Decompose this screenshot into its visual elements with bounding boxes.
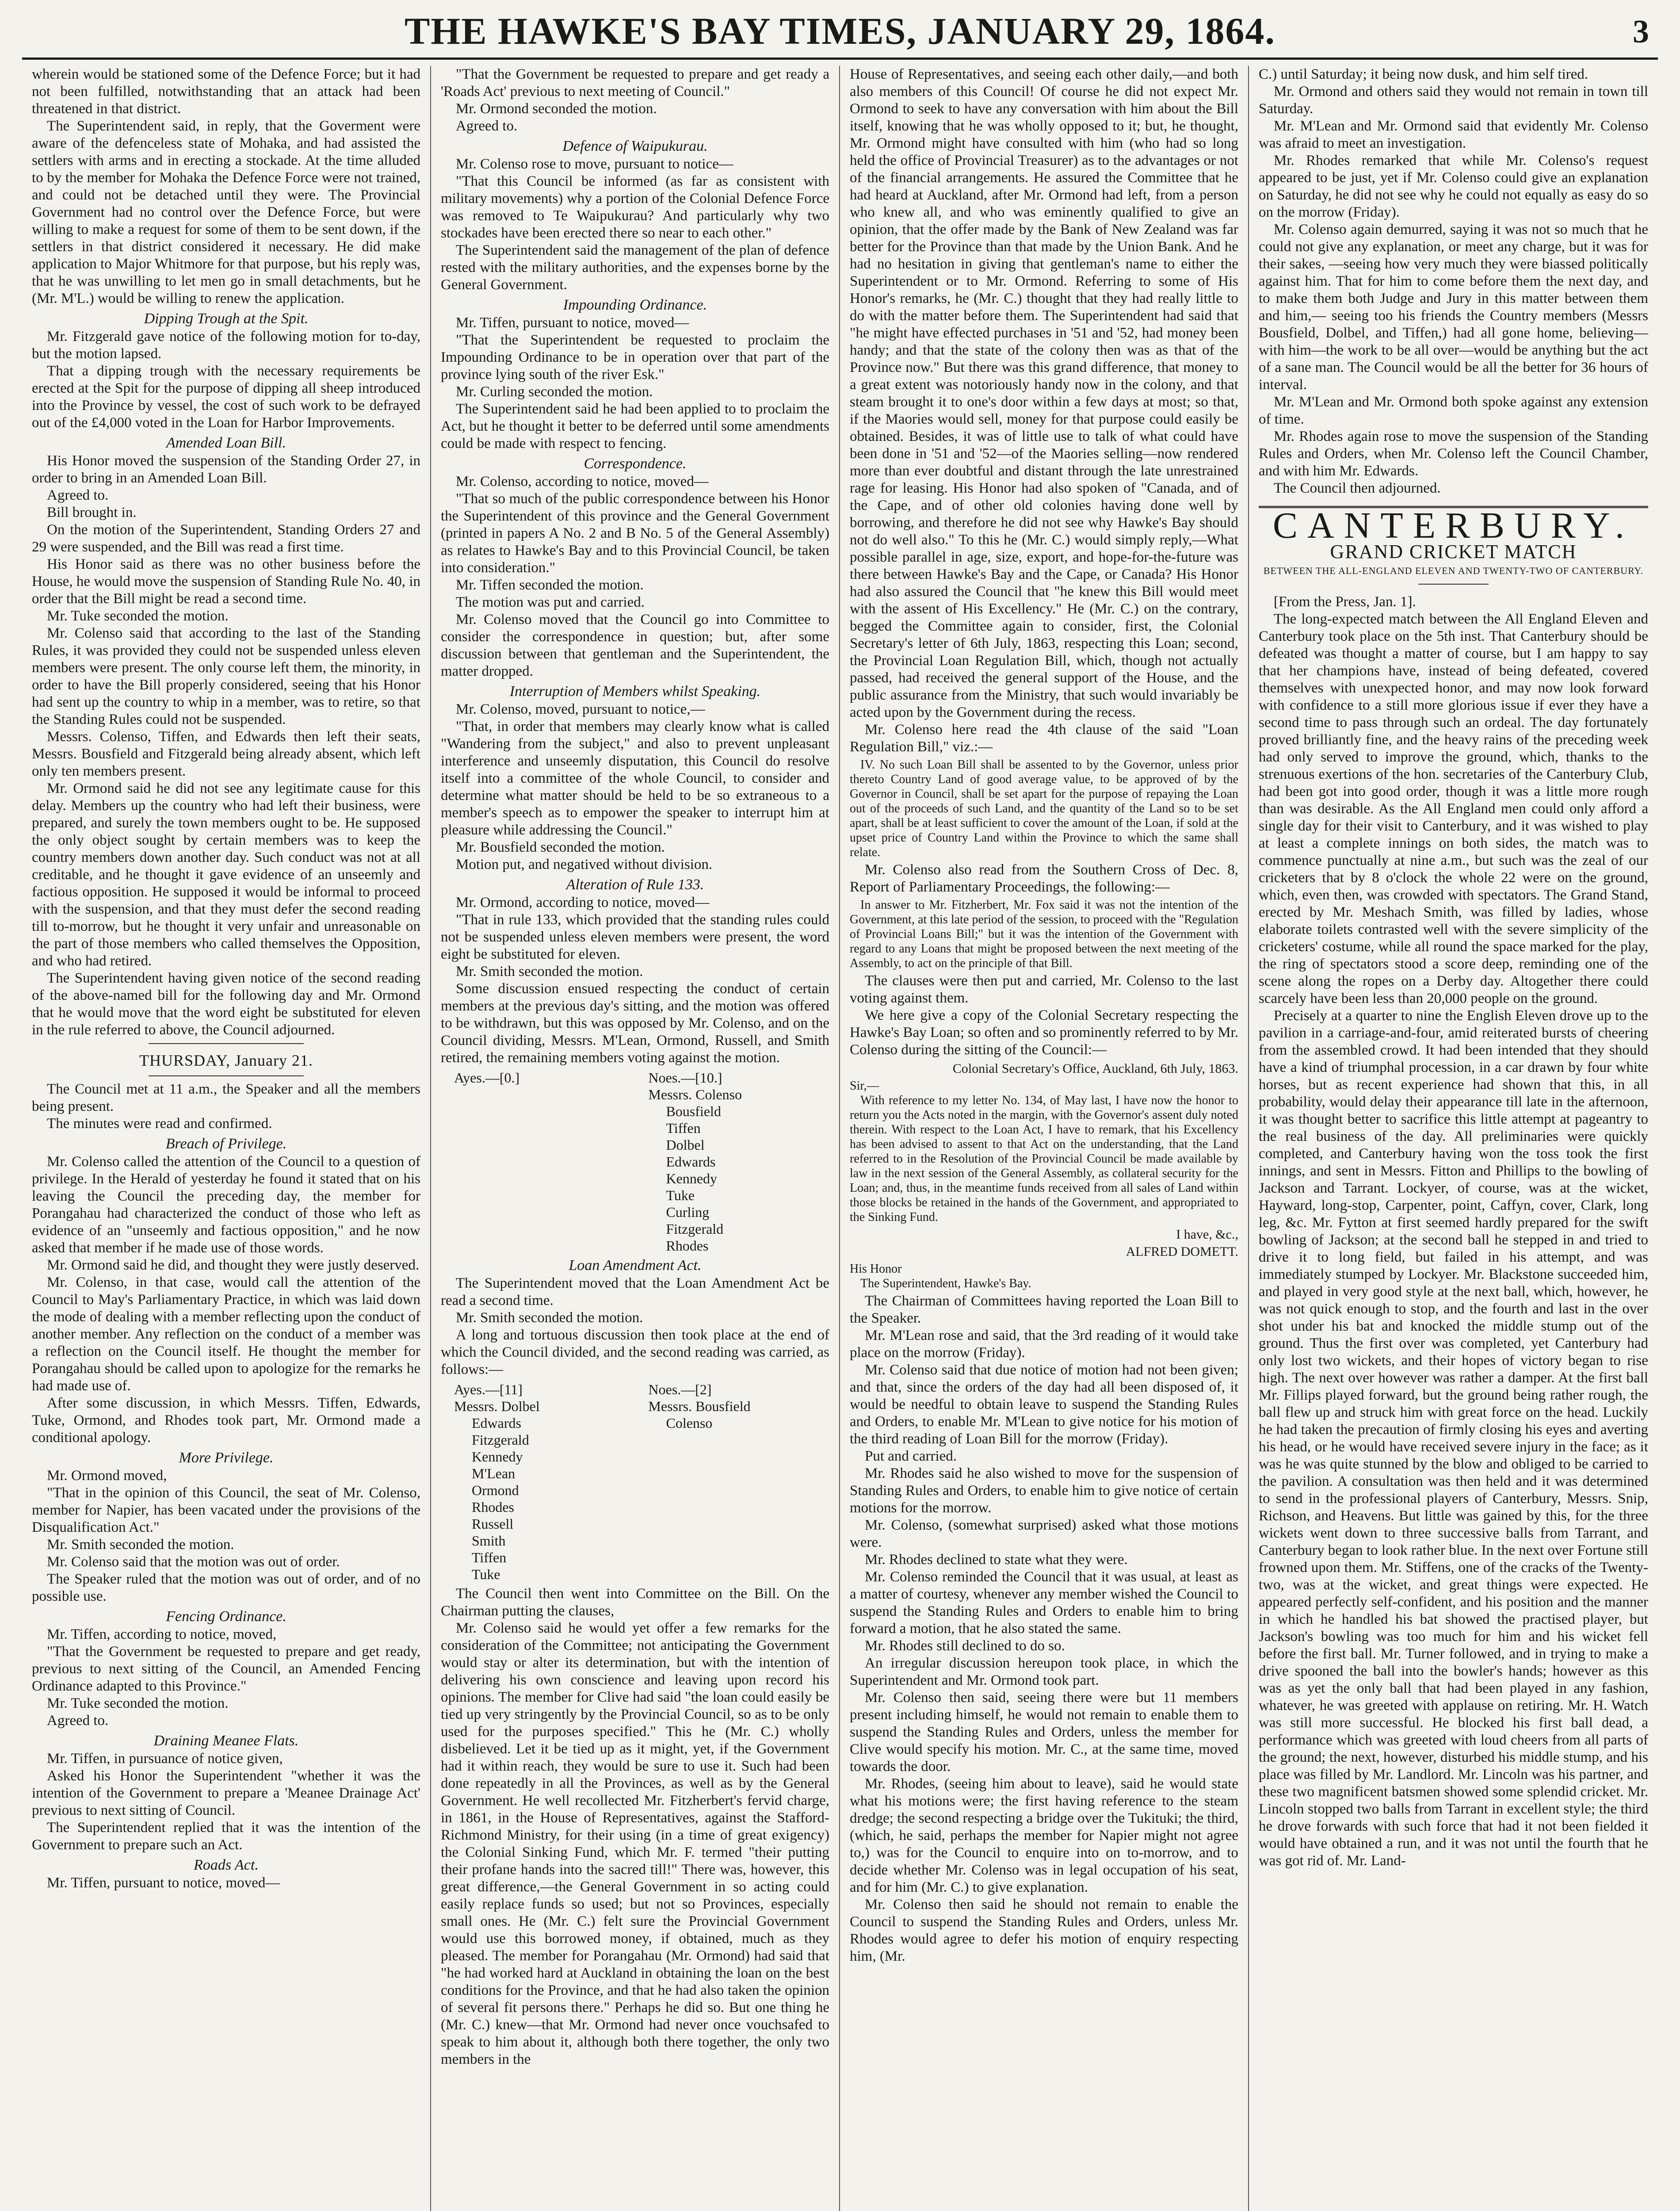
paragraph: Mr. Colenso again demurred, saying it was not so much that he could not give any explanation, or meet any charge, but it was for their sakes, —seeing how very much they were biassed politically against him. That for him to come before them the next day, and to make them both Judge and Jury in this matter between them and him,— seeing too his friends the Country members (Messrs Bousfield, Dolbel, and Tiffen,) had all gone home, believing—with him—the work to be all over—would be anything but the act of a sane man. The Council would be all the better for 36 hours of interval. [1259, 222, 1648, 393]
paragraph: Mr. Tiffen, in pursuance of notice given, [47, 1751, 283, 1767]
paragraph: That a dipping trough with the necessary requirements be erected at the Spit for the purpose of dipping all sheep introduced into the Province by vessel, the cost of such work to be defrayed out of the £4,000 voted in the Loan for Harbor Improvements. [32, 363, 420, 431]
paragraph: Mr. Ormond said he did, and thought they were justly deserved. [47, 1257, 420, 1273]
letter-addressee: The Superintendent, Hawke's Bay. [860, 1277, 1031, 1290]
voter-name: Tiffen [472, 1549, 507, 1565]
paragraph: The Council then adjourned. [1274, 480, 1441, 496]
noes-label: Noes.—[10.] [648, 1070, 722, 1086]
paragraph: Motion put, and negatived without division. [456, 857, 713, 872]
subheading: Draining Meanee Flats. [153, 1733, 299, 1749]
voter-name: Messrs. Dolbel [454, 1398, 540, 1414]
voter-name: Bousfield [666, 1103, 721, 1119]
paragraph: "That the Government be requested to prepare and get ready a 'Roads Act' previous to next meeting of Council." [441, 66, 829, 99]
paragraph: Mr. Colenso moved that the Council go into Committee to consider the correspondence in question; but, after some discussion between that gentleman and the Superintendent, the matter dropped. [441, 612, 829, 679]
paragraph: Mr. Rhodes, (seeing him about to leave), said he would state what his motions were; the first having reference to the steam dredge; the second respecting a bridge over the Tukituki; the third, (which, he said, perhaps the member for Napier might not agree to,) was for the Council to enquire into on to-morrow, and to decide whether Mr. Colenso was in legal occupation of his seat, and for him (Mr. C.) to give explanation. [850, 1776, 1238, 1895]
column-2 [431, 66, 840, 2211]
subheading: Amended Loan Bill. [166, 435, 286, 451]
column-3 [840, 66, 1249, 2211]
voter-name: Rhodes [472, 1499, 514, 1515]
paragraph: Bill brought in. [47, 505, 137, 520]
letter-heading: Colonial Secretary's Office, Auckland, 6th July, 1863. [952, 1061, 1238, 1076]
subheading: Impounding Ordinance. [563, 297, 707, 313]
ayes-column [441, 1381, 635, 1583]
paragraph: Mr. Tiffen seconded the motion. [456, 577, 644, 593]
paragraph: Mr. Tiffen, pursuant to notice, moved— [47, 1875, 280, 1891]
paragraph: The clauses were then put and carried, Mr. Colenso to the last voting against them. [850, 973, 1238, 1006]
paragraph: The Speaker ruled that the motion was out of order, and of no possible use. [32, 1571, 420, 1604]
masthead-title: THE HAWKE'S BAY TIMES, JANUARY 29, 1864. [404, 10, 1276, 52]
paragraph: Some discussion ensued respecting the conduct of certain members at the previous day's sitting, and the motion was offered to be withdrawn, but this was opposed by Mr. Colenso, and on the Council dividing, Messrs. M'Lean, Ormond, Russell, and Smith retired, the remaining members voting against the motion. [441, 981, 829, 1066]
ayes-label: Ayes.—[11] [454, 1381, 523, 1397]
masthead [22, 4, 1658, 60]
paragraph: House of Representatives, and seeing each other daily,—and both also members of this Council! Of course he did not expect Mr. Ormond to seek to have any conversation with him about the Bill itself, knowing that he was wholly opposed to it; but, he thought, Mr. Ormond might have consulted with him (who had so long held the office of Provincial Treasurer) as to the advantages or not of the financial arrangements. He assured the Committee that he had heard at Auckland, after Mr. Ormond had left, from a person who knew all, and who was eminently qualified to give an opinion, that the offer made by the Bank of New Zealand was far better for the Province than that made by the Union Bank. And he had no hesitation in giving that gentleman's name to either the Superintendent or to Mr. Ormond. Referring to some of His Honor's remarks, he (Mr. C.) thought that they had really little to do with the matter before them. The Superintendent had said that "he might have effected purchases in '51 and '52, had money been handy; and that the state of the colony then was as that of the Province now." But there was this grand difference, that money to a great extent was notoriously handy now in the colony, and that steam brought it to one's door within a few days at most; so that, if the Maories would sell, money for that purpose could easily be obtained. Besides, it was of little use to talk of what could have been done in '51 and '52—of the Maories selling—now rendered more than ever doubtful and distant through the late unrestrained rage for leasing. His Honor had also spoken of "Canada, and of the Cape, and of other old colonies having done well by borrowing, and therefore he did not see why Hawke's Bay should not do well also." To this he (Mr. C.) would simply reply,—What possible parallel in age, size, export, and hope-for-the-future was there between Hawke's Bay and the Cape, or Canada? His Honor had also assured the Council that "he knew this Bill would meet with the assent of His Excellency." He (Mr. C.) on the contrary, begged the Committee again to consider, first, the Colonial Secretary's letter of 6th July, 1863, respecting this Loan; second, the Provincial Loan Regulation Bill, which, though not actually passed, had received the general support of the House, and the public assurance from the Ministry, that such would invariably be acted upon by the Government during the recess. [850, 66, 1238, 720]
subheading: Roads Act. [194, 1857, 259, 1873]
section-heading: THURSDAY, January 21. [139, 1052, 313, 1069]
paragraph: The Superintendent moved that the Loan Amendment Act be read a second time. [441, 1275, 829, 1308]
paragraph: The Superintendent replied that it was the intention of the Government to prepare such an Act. [32, 1820, 420, 1853]
paragraph: Mr. Colenso, in that case, would call the attention of the Council to May's Parliamentary Practice, in which was laid down the mode of dealing with a member reflecting upon the conduct of another member. Any reflection on the conduct of a member was a reflection on the Council itself. He thought the member for Porangahau should be called upon to apologize for the remarks he had made use of. [32, 1274, 420, 1394]
paragraph: "That the Government be requested to prepare and get ready, previous to next sitting of the Council, an Amended Fencing Ordinance adapted to this Province." [32, 1644, 420, 1694]
paragraph: Mr. Ormond seconded the motion. [456, 101, 657, 117]
voter-name: Kennedy [666, 1171, 718, 1186]
paragraph: Mr. Tiffen, according to notice, moved, [47, 1626, 277, 1642]
paragraph: Mr. Colenso reminded the Council that it was usual, at least as a matter of courtesy, whenever any member wished the Council to suspend the Standing Rules and Orders to enable him to bring forward a motion, that he also stated the same. [850, 1569, 1238, 1637]
voter-name: Tiffen [666, 1120, 701, 1136]
paragraph: The long-expected match between the All England Eleven and Canterbury took place on the 5th inst. That Canterbury should be defeated was thought a matter of course, but I am happy to say that her champions have, instead of being defeated, covered themselves with unexpected honor, and may now look forward with confidence to a still more glorious issue if ever they have a second time to pass through such an ordeal. The day fortunately proved brilliantly fine, and the heavy rains of the preceding week had only served to improve the ground, which, thanks to the strenuous exertions of the hon. secretaries of the Canterbury Club, had been got into good order, though it was a little more rough than was desirable. As the All England men could only afford a single day for their visit to Canterbury, and it was wished to play at least a complete innings on both sides, the match was to commence punctually at nine a.m., but such was the zeal of our cricketers that by 8 o'clock the whole 22 were on the ground, which, even then, was crowded with spectators. The Grand Stand, erected by Mr. Meshach Smith, was filled by ladies, whose elaborate toilets contrasted well with the severe simplicity of the cricketers' costume, while all round the space marked for the play, the ring of spectators stood a score deep, reminding one of the scene along the ropes on a Derby day. Altogether there could scarcely have been less than 20,000 people on the ground. [1259, 611, 1648, 1006]
divider [1418, 584, 1489, 585]
paragraph: Mr. Colenso, (somewhat surprised) asked what those motions were. [850, 1517, 1238, 1550]
paragraph: The Council then went into Committee on the Bill. On the Chairman putting the clauses, [441, 1586, 829, 1619]
paragraph: Mr. Smith seconded the motion. [456, 1310, 643, 1326]
paragraph: Mr. M'Lean rose and said, that the 3rd reading of it would take place on the morrow (Friday). [850, 1327, 1238, 1361]
paragraph: The Chairman of Committees having reported the Loan Bill to the Speaker. [850, 1293, 1238, 1326]
paragraph: Mr. M'Lean and Mr. Ormond both spoke against any extension of time. [1259, 394, 1648, 427]
paragraph: Mr. Colenso said he would yet offer a few remarks for the consideration of the Committee; not anticipating the Government would stay or alter its determination, but with the intention of delivering his own conscience and leaving upon record his opinions. The member for Clive had said "the loan could easily be tied up very stringently by the Provincial Council, so as to be only used for the purposes specified." This he (Mr. C.) wholly disbelieved. Let it be tied up as it might, yet, if the Government had it within reach, they would be sure to use it. Such had been done repeatedly in all the Provinces, as well as by the General Government. He well recollected Mr. Fitzherbert's fervid charge, in 1861, in the House of Representatives, against the Stafford-Richmond Ministry, for their using (in a time of great exigency) the Colonial Sinking Fund, which Mr. F. termed "their putting their profane hands into the sacred till!" There was, however, this great difference,—the General Government in so acting could easily replace funds so used; but not so Provinces, especially small ones. He (Mr. C.) felt sure the Provincial Government would use this borrowed money, if obtained, much as they pleased. The member for Porangahau (Mr. Ormond) had said that "he had worked hard at Auckland in obtaining the loan on the best conditions for the Province, and that he had also taken the opinion of several fit persons there." Perhaps he did so. But one thing he (Mr. C.) knew—that Mr. Ormond had never once vouchsafed to speak to him about it, although both there together, the only two members in the [441, 1620, 829, 2067]
voter-name: Fitzgerald [472, 1432, 529, 1448]
subheading: Breach of Privilege. [165, 1136, 287, 1152]
paragraph: The motion was put and carried. [456, 594, 645, 610]
paragraph: An irregular discussion hereupon took place, in which the Superintendent and Mr. Ormond took part. [850, 1655, 1238, 1688]
paragraph: After some discussion, in which Messrs. Tiffen, Edwards, Tuke, Ormond, and Rhodes took part, Mr. Ormond made a conditional apology. [32, 1395, 420, 1446]
paragraph: Mr. Fitzgerald gave notice of the following motion for to-day, but the motion lapsed. [32, 329, 420, 362]
paragraph: Mr. Rhodes remarked that while Mr. Colenso's request appeared to be just, yet if Mr. Colenso could give an explanation on Saturday, he did not see why he could not equally as easy do so on the morrow (Friday). [1259, 153, 1648, 220]
subheading: Correspondence. [584, 455, 687, 472]
page-number: 3 [1633, 14, 1649, 50]
voter-name: Edwards [472, 1415, 521, 1431]
paragraph: "That in the opinion of this Council, the seat of Mr. Colenso, member for Napier, has been vacated under the provisions of the Disqualification Act." [32, 1485, 420, 1535]
paragraph: Mr. Rhodes declined to state what they were. [865, 1552, 1128, 1568]
paragraph: Mr. Colenso said that the motion was out of order. [47, 1554, 340, 1570]
paragraph: We here give a copy of the Colonial Secretary respecting the Hawke's Bay Loan; so often and so prominently referred to by Mr. Colenso during the sitting of the Council:— [850, 1007, 1238, 1058]
paragraph: C.) until Saturday; it being now dusk, and him self tired. [1259, 66, 1588, 82]
letter-signature: ALFRED DOMETT. [1126, 1244, 1238, 1259]
voter-name: Curling [666, 1204, 710, 1220]
subheading: Loan Amendment Act. [569, 1257, 702, 1274]
noes-column [635, 1069, 830, 1254]
paragraph: Asked his Honor the Superintendent "whether it was the intention of the Government to prepare a 'Meanee Drainage Act' previous to next sitting of Council. [32, 1768, 420, 1818]
paragraph: Mr. Tiffen, pursuant to notice, moved— [456, 315, 689, 331]
paragraph: Agreed to. [456, 118, 518, 134]
source-line: [From the Press, Jan. 1]. [1274, 594, 1416, 610]
paragraph: Mr. Rhodes again rose to move the suspension of the Standing Rules and Orders, when Mr. Colenso left the Council Chamber, and with him Mr. Edwards. [1259, 428, 1648, 479]
column-4 [1249, 66, 1658, 2211]
voter-name: Colenso [666, 1415, 713, 1431]
paragraph: Mr. Colenso rose to move, pursuant to notice— [456, 156, 733, 172]
divider [149, 1075, 304, 1076]
paragraph: Mr. Colenso also read from the Southern Cross of Dec. 8, Report of Parliamentary Proceedings, the following:— [850, 862, 1238, 895]
letter-addressee: His Honor [850, 1262, 902, 1276]
paragraph: The Superintendent having given notice of the second reading of the above-named bill for the following day and Mr. Ormond that he would move that the word eight be substituted for eleven in the rule referred to above, the Council adjourned. [32, 970, 420, 1038]
paragraph: Precisely at a quarter to nine the English Eleven drove up to the pavilion in a carriage-and-four, amid reiterated bursts of cheering from the assembled crowd. It had been intended that they should have a kind of triumphal procession, in a car drawn by four white horses, but as recent experience had shown that this, in all probability, would delay their appearance till late in the afternoon, it was thought better to sacrifice this little attempt at pageantry to the real business of the day. All preliminaries were quickly completed, and Canterbury having won the toss took the first innings, and sent in Messrs. Fitton and Phillips to the bowling of Jackson and Tarrant. Lockyer, of course, was at the wicket, Hayward, long-stop, Carpenter, point, Caffyn, cover, Clark, long leg, &c. Mr. Fytton at first seemed hardly prepared for the swift bowling of Jackson; at the second ball he stepped in and tried to drive it to long field, but failed in his attempt, and was immediately stumped by Lockyer. Mr. Blackstone succeeded him, and played in very good style at the next ball, which, however, he was not quick enough to stop, and the fourth and last in the over shot under his bat and knocked the middle stump out of the ground. Thus the first over was completed, yet Canterbury had only lost two wickets, and their hopes of victory began to rise high. The next over however was rather a damper. At the first ball Mr. Fillips played forward, but the ground being rather rough, the ball flew up and struck him with great force on the head. Luckily he had taken the precaution of firmly closing his eyes and averting his head, or he would have received severe injury in the face; as it was he was quite stunned by the blow and obliged to be carried to the pavilion. A consultation was then held and it was determined to send in the professional players of Canterbury, Messrs. Snip, Richson, and Heavens. But little was gained by this, for the three wickets went down to three successive balls from Tarrant, and Canterbury began to look rather blue. In the next over Fortune still frowned upon them. Mr. Stiffens, one of the cracks of the Twenty-two, was at the wicket, and great things were expected. He appeared perfectly self-confident, and his position and the manner in which he handled his bat showed the practised player, but Jackson's bowling was too much for him and his wicket fell before the first ball. Mr. Turner followed, and in trying to make a drive spooned the ball into the bowler's hands; however as this was as yet the only ball that had been played in any fashion, whatever, he was greeted with applause on retiring. Mr. H. Watch was still more successful. He blocked his first ball dead, a performance which was greeted with loud cheers from all parts of the ground; the next, however, disturbed his middle stump, and his place was filled by Mr. Landlord. Mr. Lincoln was his partner, and these two magnificent batsmen showed some splendid cricket. Mr. Lincoln stopped two balls from Tarrant in excellent style; the third he drove forwards with such force that had it not been fielded it would have obtained a run, and it was not until the fourth that he was got rid of. Mr. Land- [1259, 1008, 1648, 1869]
letter [850, 1061, 1238, 1291]
paragraph: His Honor said as there was no other business before the House, he would move the suspension of Standing Rule No. 40, in order that the Bill might be read a second time. [32, 556, 420, 607]
ayes-label: Ayes.—[0.] [454, 1070, 520, 1086]
paragraph: Mr. Colenso said that due notice of motion had not been given; and that, since the orders of the day had all been disposed of, it would be needful to obtain leave to suspend the Standing Rules and Orders, to enable Mr. M'Lean to give notice for his motion of the third reading of Loan Bill for the morrow (Friday). [850, 1362, 1238, 1447]
paragraph: The minutes were read and confirmed. [47, 1116, 272, 1132]
paragraph: Mr. M'Lean and Mr. Ormond said that evidently Mr. Colenso was afraid to meet an investigation. [1259, 118, 1648, 151]
divider [149, 1043, 304, 1044]
voter-name: Kennedy [472, 1449, 523, 1465]
paragraph: Mr. Ormond said he did not see any legitimate cause for this delay. Members up the country who had left their business, were prepared, and surely the town members ought to be. He supposed the only object sought by certain members was to keep the country members down another day. Such conduct was not at all creditable, and he thought it gave evidence of an unseemly and factious opposition. He supposed it would be informal to proceed with the suspension, and that they must defer the second reading till to-morrow, but he thought it very unfair and unreasonable on the part of those members who called themselves the Opposition, and who had retired. [32, 780, 420, 969]
paragraph: Mr. Colenso then said he should not remain to enable the Council to suspend the Standing Rules and Orders, unless Mr. Rhodes would agree to defer his motion of enquiry respecting him, (Mr. [850, 1897, 1238, 1964]
quote-text: IV. No such Loan Bill shall be assented to by the Governor, unless prior thereto Country Land of good average value, to be approved of by the Governor in Council, shall be set apart for the purpose of repaying the Loan out of the proceeds of such Land, and the quantity of the Land so to be set apart, shall be at least sufficient to cover the amount of the Loan, if sold at the upset price of Country Land within the Province to which the same shall relate. [850, 758, 1238, 859]
paragraph: Mr. Ormond and others said they would not remain in town till Saturday. [1259, 84, 1648, 117]
voter-name: Messrs. Colenso [648, 1086, 742, 1102]
noes-column [635, 1381, 830, 1583]
subheading: Alteration of Rule 133. [566, 876, 704, 893]
paragraph: A long and tortuous discussion then took place at the end of which the Council divided, and the second reading was carried, as follows:— [441, 1327, 829, 1377]
paragraph: Mr. Rhodes still declined to do so. [865, 1638, 1065, 1654]
division-list-2 [441, 1381, 829, 1583]
subheading: More Privilege. [179, 1450, 274, 1466]
letter-close: I have, &c., [1176, 1227, 1238, 1242]
quote-text: In answer to Mr. Fitzherbert, Mr. Fox said it was not the intention of the Government, at this late period of the session, to proceed with the "Regulation of Provincial Loans Bill;" but it was the intention of the Government with regard to any Loans that might be proposed between the next meeting of the Assembly, to act on the principle of that Bill. [850, 898, 1238, 970]
paragraph: "That this Council be informed (as far as consistent with military movements) why a portion of the Colonial Defence Force was removed to Te Waipukurau? And particularly why two stockades have been erected there so near to each other." [441, 173, 829, 241]
paragraph: Mr. Ormond moved, [47, 1468, 167, 1484]
paragraph: Mr. Bousfield seconded the motion. [456, 839, 665, 855]
columns [22, 66, 1658, 2211]
paragraph: Mr. Tuke seconded the motion. [47, 1695, 229, 1711]
paragraph: "That, in order that members may clearly know what is called "Wandering from the subject," and also to prevent unpleasant interference and unseemly disputation, this Council do resolve itself into a committee of the whole Council, to consider and determine what matter should be held to be so extraneous to a member's speech as to empower the speaker to interrupt him at pleasure while addressing the Council." [441, 719, 829, 838]
column-1 [22, 66, 431, 2211]
subheading: Fencing Ordinance. [166, 1608, 286, 1625]
voter-name: Ormond [472, 1482, 519, 1498]
paragraph: Mr. Ormond, according to notice, moved— [456, 895, 710, 910]
paragraph: Mr. Colenso said that according to the last of the Standing Rules, it was provided they could not be suspended unless eleven members were present. The only course left them, the minority, in order to have the Bill properly considered, seeing that his Honor had sent up the country to whip in a member, was to retire, so that the Standing Rules could not be suspended. [32, 625, 420, 727]
paragraph: "That so much of the public correspondence between his Honor the Superintendent of this province and the General Government (printed in papers A No. 2 and B No. 5 of the General Assembly) as relates to Hawke's Bay and to this Provincial Council, be taken into consideration." [441, 491, 829, 576]
voter-name: Rhodes [666, 1238, 709, 1254]
paragraph: Mr. Curling seconded the motion. [456, 384, 653, 400]
paragraph: Mr. Colenso here read the 4th clause of the said "Loan Regulation Bill," viz.:— [850, 722, 1238, 755]
paragraph: Mr. Colenso, according to notice, moved— [456, 474, 709, 490]
paragraph: The Superintendent said he had been applied to to proclaim the Act, but he thought it better to be deferred until some amendments could be made with respect to fencing. [441, 401, 829, 451]
letter-body: With reference to my letter No. 134, of May last, I have now the honor to return you the Acts noted in the margin, with the Governor's assent duly noted therein. With respect to the Loan Act, I have to remark, that his Excellency has been advised to assent to that Act on the understanding, that the Land referred to in the Resolution of the Provincial Council be made available by law in the next session of the General Assembly, as collateral security for the Loan; and, thus, in the meantime funds received from all sales of Land within those blocks be retained in the hands of the Government, and appropriated to the Sinking Fund. [850, 1094, 1238, 1224]
paragraph: Mr. Colenso, moved, pursuant to notice,— [456, 701, 705, 717]
paragraph: "That in rule 133, which provided that the standing rules could not be suspended unless eleven members were present, the word eight be substituted for eleven. [441, 912, 829, 962]
paragraph: Agreed to. [47, 1713, 109, 1729]
ayes-column [441, 1069, 635, 1254]
paragraph: Mr. Colenso then said, seeing there were but 11 members present including himself, he would not remain to enable them to suspend the Standing Rules and Orders, unless the member for Clive would specify his motion. Mr. C., at the same time, moved towards the door. [850, 1690, 1238, 1775]
paragraph: Mr. Rhodes said he also wished to move for the suspension of Standing Rules and Orders, to enable him to give notice of certain motions for the morrow. [850, 1465, 1238, 1516]
paragraph: Messrs. Colenso, Tiffen, and Edwards then left their seats, Messrs. Bousfield and Fitzgerald being already absent, which left only ten members present. [32, 729, 420, 779]
subheading: Dipping Trough at the Spit. [144, 310, 309, 327]
paragraph: "That the Superintendent be requested to proclaim the Impounding Ordinance to be in operation over that part of the province lying south of the river Esk." [441, 332, 829, 383]
paragraph: Agreed to. [47, 487, 109, 503]
noes-label: Noes.—[2] [648, 1381, 712, 1397]
voter-name: Tuke [666, 1187, 695, 1203]
voter-name: Tuke [472, 1566, 500, 1582]
voter-name: Russell [472, 1516, 514, 1532]
subheading: Interruption of Members whilst Speaking. [509, 683, 761, 700]
quoted-report [850, 898, 1238, 971]
letter-salutation: Sir,— [850, 1079, 879, 1093]
paragraph: The Superintendent said the management of the plan of defence rested with the military authorities, and the expenses borne by the General Government. [441, 242, 829, 293]
paragraph: Mr. Smith seconded the motion. [47, 1537, 234, 1553]
match-subheading: BETWEEN THE ALL-ENGLAND ELEVEN AND TWENTY-TWO OF CANTERBURY. [1263, 565, 1644, 576]
quoted-clause [850, 757, 1238, 860]
paragraph: The Superintendent said, in reply, that the Goverment were aware of the defenceless state of Mohaka, and had assisted the settlers with arms and in erecting a stockade. At the time alluded to by the member for Mohaka the Defence Force were not trained, and could not be detached until they were. The Provincial Government had no control over the Defence Force, but were willing to make a request for some of them to be sent down, if the settlers in that district considered it necessary. He did make application to Major Whitmore for that purpose, but his reply was, that he was unwilling to let men go in small detachments, but he (Mr. M'L.) would be willing to renew the application. [32, 118, 420, 306]
paragraph: On the motion of the Superintendent, Standing Orders 27 and 29 were suspended, and the Bill was read a first time. [32, 522, 420, 555]
voter-name: Messrs. Bousfield [648, 1398, 751, 1414]
subheading: Defence of Waipukurau. [562, 138, 708, 154]
paragraph: wherein would be stationed some of the Defence Force; but it had not been fulfilled, notwithstanding that an attack had been threatened in that district. [32, 66, 420, 117]
paragraph: The Council met at 11 a.m., the Speaker and all the members being present. [32, 1081, 420, 1114]
paragraph: Put and carried. [865, 1448, 957, 1464]
match-heading: GRAND CRICKET MATCH [1330, 541, 1577, 562]
paragraph: Mr. Colenso called the attention of the Council to a question of privilege. In the Herald of yesterday he found it stated that on his leaving the Council the preceding day, the member for Porangahau had characterized the conduct of those who left as evidence of an "unseemly and factious opposition," and he now asked that member if he made use of those words. [32, 1154, 420, 1256]
paragraph: His Honor moved the suspension of the Standing Order 27, in order to bring in an Amended Loan Bill. [32, 453, 420, 486]
voter-name: Edwards [666, 1154, 716, 1170]
voter-name: Fitzgerald [666, 1221, 724, 1237]
voter-name: M'Lean [472, 1465, 515, 1481]
voter-name: Smith [472, 1533, 506, 1549]
division-list-1 [441, 1069, 829, 1254]
paragraph: Mr. Tuke seconded the motion. [47, 608, 229, 624]
voter-name: Dolbel [666, 1137, 705, 1153]
canterbury-heading: CANTERBURY. [1259, 506, 1648, 534]
paragraph: Mr. Smith seconded the motion. [456, 964, 643, 979]
